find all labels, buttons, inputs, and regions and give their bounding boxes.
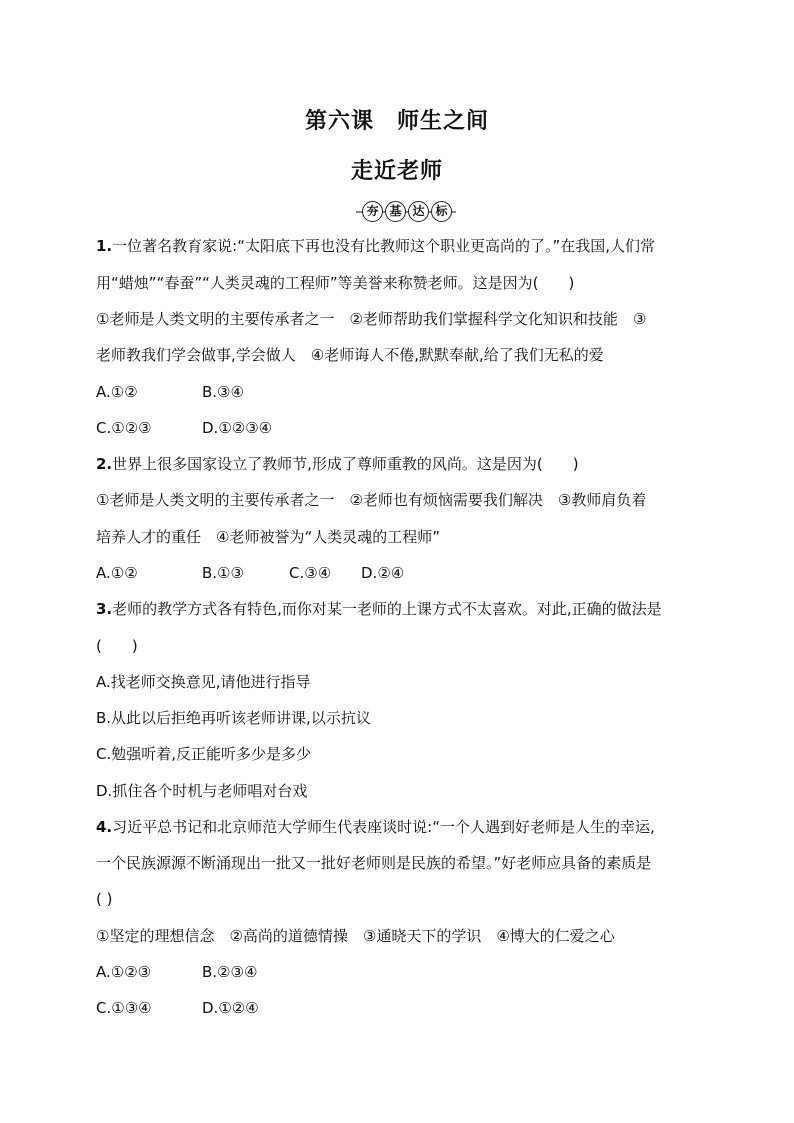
question-1-line-1 (96, 236, 655, 256)
question-4-option-b: B.②③④ (202, 963, 258, 981)
question-1-line-4: 老师教我们学会做事,学会做人 ④老师诲人不倦,默默奉献,给了我们无私的爱 (96, 346, 604, 364)
section-subtitle: 走近老师 (350, 159, 443, 184)
question-1-option-b: B.③④ (202, 383, 244, 401)
question-4-line-1 (96, 817, 655, 837)
question-3-text: 老师的教学方式各有特色,而你对某一老师的上课方式不太喜欢。对此,正确的做法是 (112, 600, 662, 618)
question-2-text: 世界上很多国家设立了教师节,形成了尊师重教的风尚。这是因为( ) (112, 455, 579, 473)
question-2-option-b: B.①③ (202, 564, 244, 582)
badge-char: 达 (408, 201, 429, 222)
question-3-line-2: ( ) (96, 637, 138, 655)
section-badge (356, 201, 456, 223)
question-4-option-c: C.①③④ (96, 999, 152, 1017)
question-1-option-c: C.①②③ (96, 419, 152, 437)
question-1-line-2: 用“蜡烛”“春蚕”“人类灵魂的工程师”等美誉来称赞老师。这是因为( ) (96, 274, 575, 292)
question-1-option-d: D.①②③④ (202, 419, 273, 437)
question-2-line-3: 培养人才的重任 ④老师被誉为“人类灵魂的工程师” (96, 528, 440, 546)
question-4-line-2: 一个民族源源不断涌现出一批又一批好老师则是民族的希望。”好老师应具备的素质是 (96, 854, 652, 872)
question-3-option-a: A.找老师交换意见,请他进行指导 (96, 673, 311, 691)
question-4-option-a: A.①②③ (96, 963, 152, 981)
badge-char: 夯 (362, 201, 383, 222)
question-1-option-a: A.①② (96, 383, 138, 401)
question-4-line-3: ( ) (96, 890, 113, 908)
question-4-line-4: ①坚定的理想信念 ②高尚的道德情操 ③通晓天下的学识 ④博大的仁爱之心 (96, 927, 615, 945)
question-2-line-2: ①老师是人类文明的主要传承者之一 ②老师也有烦恼需要我们解决 ③教师肩负着 (96, 491, 647, 509)
question-3-number: 3. (96, 600, 113, 618)
question-2-option-d: D.②④ (361, 564, 405, 582)
question-1-text: 一位著名教育家说:“太阳底下再也没有比教师这个职业更高尚的了。”在我国,人们常 (112, 237, 656, 255)
question-3-option-b: B.从此以后拒绝再听该老师讲课,以示抗议 (96, 709, 371, 727)
question-1-line-3: ①老师是人类文明的主要传承者之一 ②老师帮助我们掌握科学文化知识和技能 ③ (96, 310, 647, 328)
question-3-line-1 (96, 599, 662, 619)
question-1-number: 1. (96, 237, 113, 255)
question-4-option-d: D.①②④ (202, 999, 259, 1017)
question-2-number: 2. (96, 455, 113, 473)
question-2-option-c: C.③④ (289, 564, 332, 582)
question-3-option-c: C.勉强听着,反正能听多少是多少 (96, 745, 312, 763)
badge-char: 标 (431, 201, 452, 222)
question-4-text: 习近平总书记和北京师范大学师生代表座谈时说:“一个人遇到好老师是人生的幸运, (112, 818, 655, 836)
lesson-title: 第六课 师生之间 (304, 109, 489, 134)
question-2-line-1 (96, 454, 579, 474)
question-2-option-a: A.①② (96, 564, 138, 582)
badge-char: 基 (385, 201, 406, 222)
question-3-option-d: D.抓住各个时机与老师唱对台戏 (96, 782, 308, 800)
question-4-number: 4. (96, 818, 113, 836)
